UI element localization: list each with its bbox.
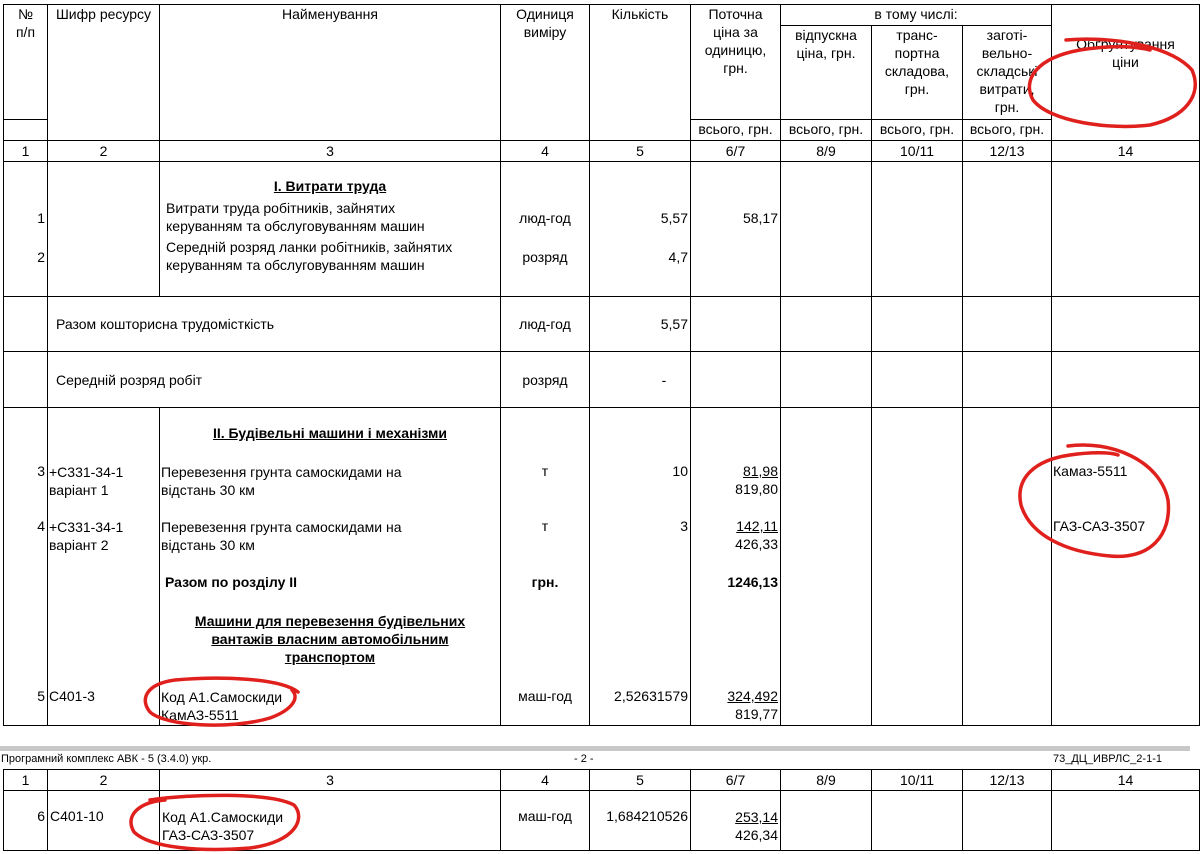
col-number: 12/13 [963, 141, 1052, 162]
col-number: 2 [48, 770, 160, 791]
col-number: 4 [501, 770, 590, 791]
header-release: відпускна ціна, грн. [781, 26, 872, 120]
row-price: 58,17 [742, 210, 778, 226]
row-name: Витрати труда робітників, зайнятих керуванням та обслуговуванням машин [166, 200, 425, 234]
row-unit: люд-год [519, 210, 571, 226]
row-qty: 1,684210526 [590, 791, 691, 851]
row-no: 6 [4, 791, 48, 851]
header-total-label: всього, грн. [963, 120, 1052, 141]
row-unit: маш-год [501, 791, 590, 851]
col-number: 1 [4, 141, 48, 162]
col-number: 8/9 [781, 141, 872, 162]
summary-label: Разом кошторисна трудомісткість [48, 297, 501, 352]
header-qty: Кількість [590, 5, 691, 141]
header-justify: Обґрунтування ціни [1052, 5, 1200, 141]
header-code: Шифр ресурсу [48, 5, 160, 141]
col-number: 5 [590, 770, 691, 791]
row-unit: маш-год [518, 688, 572, 704]
row-code: С401-10 [48, 791, 160, 851]
row-price: 81,98 [742, 463, 778, 479]
page-footer [0, 752, 1190, 766]
row-code: С401-3 [49, 688, 95, 704]
subsection-title: Машини для перевезення будівельних вантажів власним автомобільним транспортом [194, 613, 466, 665]
row-qty: 3 [680, 518, 688, 534]
header-total-label: всього, грн. [872, 120, 963, 141]
summary-unit: розряд [501, 352, 590, 408]
row-unit: т [541, 463, 549, 479]
row-justify: ГАЗ-САЗ-3507 [1053, 518, 1146, 534]
subtotal-value: 1246,13 [727, 574, 778, 590]
header-including: в тому числі: [781, 5, 1052, 26]
col-number: 12/13 [963, 770, 1052, 791]
row-no: 2 [37, 249, 45, 265]
row-no: 4 [37, 518, 45, 534]
row-price: 253,14 [735, 809, 778, 825]
row-total: 426,34 [735, 827, 778, 843]
row-price: 324,492 [727, 688, 778, 704]
row-no: 1 [37, 210, 45, 226]
summary-row [4, 352, 1200, 408]
col-number: 1 [4, 770, 48, 791]
row-unit: т [541, 518, 549, 534]
section1-block [4, 162, 1200, 297]
row-total: 426,33 [735, 536, 778, 552]
row-name: Середній розряд ланки робітників, зайнятих керуванням та обслуговуванням машин [166, 239, 453, 273]
row-price: 142,11 [736, 518, 778, 534]
subtotal-label: Разом по розділу II [165, 574, 298, 590]
col-number: 4 [501, 141, 590, 162]
row-qty: 4,7 [668, 249, 688, 265]
header-no: № п/п [4, 5, 48, 120]
summary-unit: люд-год [501, 297, 590, 352]
footer-page-number: - 2 - [574, 753, 594, 765]
footer-right: 73_ДЦ_ИВРЛС_2-1-1 [1053, 753, 1162, 765]
header-unit: Одиниця виміру [501, 5, 590, 141]
footer-left: Програмний комплекс АВК - 5 (3.4.0) укр. [1, 753, 212, 765]
row-name: Перевезення грунта самоскидами на відстань 30 км [161, 519, 402, 553]
resource-table [3, 4, 1200, 726]
col-number: 6/7 [691, 141, 781, 162]
header-total-label: всього, грн. [691, 120, 781, 141]
header-transport: транс- портна складова, грн. [872, 26, 963, 120]
subtotal-unit: грн. [531, 574, 559, 590]
header-no-blank [4, 120, 48, 141]
row-total: 819,77 [735, 706, 778, 722]
col-number: 5 [590, 141, 691, 162]
row-qty: 2,52631579 [614, 688, 688, 704]
col-number: 10/11 [872, 770, 963, 791]
header-price: Поточна ціна за одиницю, грн. [691, 5, 781, 120]
col-number: 8/9 [781, 770, 872, 791]
row-no: 5 [37, 688, 45, 704]
header-procure: заготі- вельно- складські витрати, грн. [963, 26, 1052, 120]
row-name: Перевезення грунта самоскидами на відстань 30 км [161, 464, 402, 498]
summary-label: Середній розряд робіт [48, 352, 501, 408]
header-total-label: всього, грн. [781, 120, 872, 141]
summary-qty: - [590, 352, 691, 408]
col-number: 10/11 [872, 141, 963, 162]
page-separator [0, 746, 1190, 751]
row-no: 3 [37, 463, 45, 479]
row-justify: Камаз-5511 [1053, 463, 1128, 479]
row-qty: 5,57 [660, 210, 688, 226]
section1-title: І. Витрати труда [273, 178, 387, 194]
row-unit: розряд [522, 249, 568, 265]
col-number: 14 [1052, 770, 1200, 791]
summary-qty: 5,57 [590, 297, 691, 352]
resource-table-page2 [3, 769, 1200, 851]
col-number: 6/7 [691, 770, 781, 791]
col-number: 2 [48, 141, 160, 162]
col-number: 3 [160, 141, 501, 162]
table-row [4, 791, 1200, 851]
section2-title: ІІ. Будівельні машини і механізми [212, 425, 447, 441]
row-qty: 10 [672, 463, 688, 479]
summary-row [4, 297, 1200, 352]
col-number: 14 [1052, 141, 1200, 162]
row-name: Код А1.Самоскиди ГАЗ-САЗ-3507 [160, 791, 501, 851]
row-total: 819,80 [735, 481, 778, 497]
row-code: +С331-34-1 варіант 1 [49, 464, 124, 498]
row-name: Код А1.Самоскиди КамАЗ-5511 [161, 689, 283, 723]
col-number: 3 [160, 770, 501, 791]
section2-block [4, 408, 1200, 726]
header-name: Найменування [160, 5, 501, 141]
row-code: +С331-34-1 варіант 2 [49, 519, 124, 553]
